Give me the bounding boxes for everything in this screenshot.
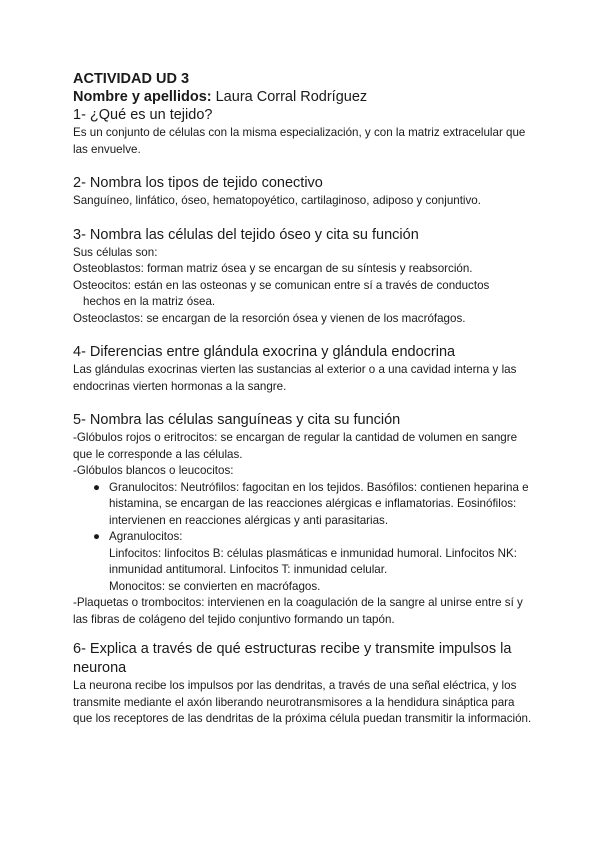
leucocitos-list [73, 480, 533, 546]
list-item [93, 529, 533, 546]
bullet-icon: ● [93, 480, 101, 494]
question-2: 2- Nombra los tipos de tejido conectivo [73, 175, 323, 191]
bullet-icon: ● [93, 530, 101, 543]
monocitos-text: Monocitos: se convierten en macrófagos. [109, 579, 321, 593]
linfocitos-text: Linfocitos: linfocitos B: células plasmáticas e inmunidad humoral. Linfocitos NK: inmunidad antitumoral. Linfocitos T: inmunidad celular. [109, 546, 517, 576]
answer-3-line: hechos en la matriz ósea. [83, 295, 216, 308]
document-page [73, 70, 533, 728]
answer-5-globulos-blancos: -Glóbulos blancos o leucocitos: [73, 464, 234, 477]
list-item [93, 480, 533, 530]
question-6: 6- Explica a través de qué estructuras recibe y transmite impulsos la neurona [73, 641, 512, 676]
agranulocitos-detail [73, 546, 533, 596]
name-value: Laura Corral Rodríguez [211, 89, 368, 105]
answer-5-plaquetas: -Plaquetas o trombocitos: intervienen en la coagulación de la sangre al unirse entre sí y las fibras de colágeno del tejido conjuntivo formando un tapón. [73, 596, 523, 626]
answer-3-line: Osteocitos: están en las osteonas y se comunican entre sí a través de conductos [73, 278, 490, 292]
answer-2: Sanguíneo, linfático, óseo, hematopoyético, cartilaginoso, adiposo y conjuntivo. [73, 194, 481, 207]
agranulocitos-text: Agranulocitos: [109, 530, 183, 543]
answer-3-line: Sus células son: [73, 245, 158, 259]
name-label: Nombre y apellidos: [73, 89, 212, 105]
question-3: 3- Nombra las células del tejido óseo y cita su función [73, 226, 419, 243]
answer-3-line: Osteoblastos: forman matriz ósea y se encargan de su síntesis y reabsorción. [73, 262, 473, 275]
answer-1: Es un conjunto de células con la misma especialización, y con la matriz extracelular que las envuelve. [73, 126, 526, 156]
answer-4: Las glándulas exocrinas vierten las sustancias al exterior o a una cavidad interna y las endocrinas vierten hormonas a la sangre. [73, 363, 517, 393]
granulocitos-text: Granulocitos: Neutrófilos: fagocitan en los tejidos. Basófilos: contienen heparina e histamina, se encargan de las reacciones alérgicas e inflamatorias. Eosinófilos: intervienen en reacciones alérgicas y anti parasitarias. [109, 480, 529, 527]
question-4: 4- Diferencias entre glándula exocrina y glándula endocrina [73, 344, 456, 360]
question-1: 1- ¿Qué es un tejido? [73, 107, 213, 123]
student-name-line [73, 88, 533, 106]
answer-5-globulos-rojos: -Glóbulos rojos o eritrocitos: se encargan de regular la cantidad de volumen en sangre que le corresponde a las células. [73, 431, 518, 461]
answer-6: La neurona recibe los impulsos por las dendritas, a través de una señal eléctrica, y los transmite mediante el axón liberando neurotransmisores a la hendidura sináptica para que los receptores de las dendritas de la próxima célula puedan transmitir la información. [73, 679, 532, 725]
question-5: 5- Nombra las células sanguíneas y cita su función [73, 412, 401, 428]
document-title: ACTIVIDAD UD 3 [73, 71, 190, 87]
answer-3-line: Osteoclastos: se encargan de la resorción ósea y vienen de los macrófagos. [73, 311, 466, 325]
